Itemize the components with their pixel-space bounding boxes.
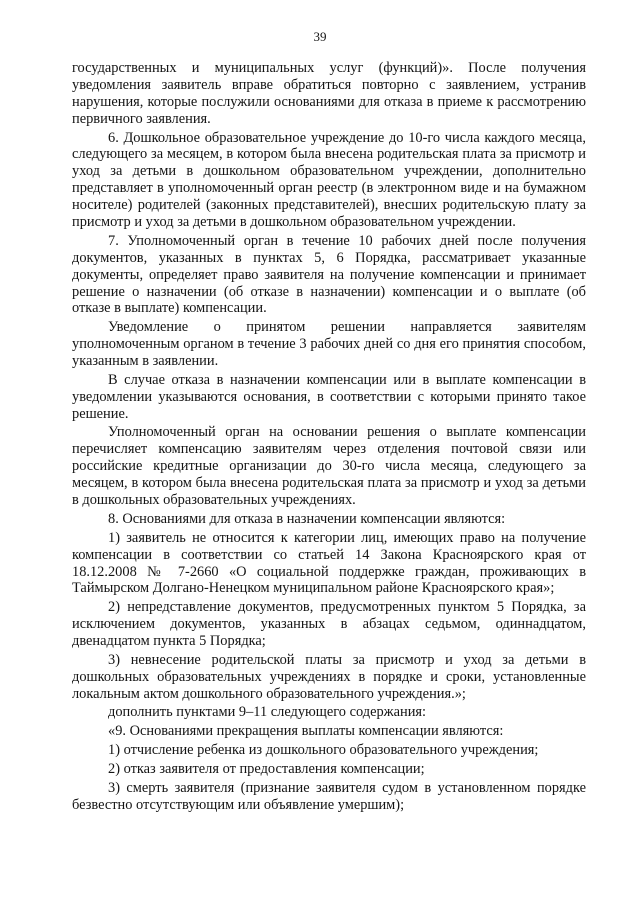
- paragraph-notification: Уведомление о принятом решении направляется заявителям уполномоченным органом в течение 3 рабочих дней со дня его принятия способом, указанным в заявлении.: [72, 319, 586, 370]
- paragraph-item-6: 6. Дошкольное образовательное учреждение до 10-го числа каждого месяца, следующего за месяцем, в котором была внесена родительская плата за присмотр и уход за детьми в дошкольном образовательном учреждении, дополнительно представляет в уполномоченный орган реестр (в электронном виде и на бумажном носителе) родителей (законных представителей), внесших родительскую плату за присмотр и уход за детьми в дошкольном образовательном учреждении.: [72, 129, 586, 231]
- paragraph-item-8-2: 2) непредставление документов, предусмотренных пунктом 5 Порядка, за исключением документов, указанных в абзацах седьмом, одиннадцатом, двенадцатом пункта 5 Порядка;: [72, 599, 586, 650]
- paragraph-item-9-3: 3) смерть заявителя (признание заявителя судом в установленном порядке безвестно отсутствующим или объявление умершим);: [72, 779, 586, 813]
- paragraph-item-9-1: 1) отчисление ребенка из дошкольного образовательного учреждения;: [108, 742, 539, 759]
- paragraph-transfer: Уполномоченный орган на основании решения о выплате компенсации перечисляет компенсацию заявителям через отделения почтовой связи или российские кредитные организации до 30-го числа месяца, следующего за месяцем, в котором была внесена родительская плата за присмотр и уход за детьми в дошкольных образовательных учреждениях.: [72, 424, 586, 509]
- paragraph-continuation: государственных и муниципальных услуг (функций)». После получения уведомления заявитель вправе обратиться повторно с заявлением, устранив нарушения, которые послужили основаниями для отказа в приеме к рассмотрению первичного заявления.: [72, 60, 586, 127]
- paragraph-item-8-1: 1) заявитель не относится к категории лиц, имеющих право на получение компенсации в соответствии со статьей 14 Закона Красноярского края от 18.12.2008 № 7-2660 «О социальной поддержке граждан, проживающих в Таймырском Долгано-Ненецком муниципальном районе Красноярского края»;: [72, 529, 586, 597]
- paragraph-item-8: 8. Основаниями для отказа в назначении компенсации являются:: [108, 510, 506, 527]
- paragraph-item-9-2: 2) отказ заявителя от предоставления компенсации;: [108, 760, 425, 777]
- document-body: [72, 60, 586, 815]
- paragraph-item-7: 7. Уполномоченный орган в течение 10 рабочих дней после получения документов, указанных в пунктах 5, 6 Порядка, рассматривает указанные документы, определяет право заявителя на получение компенсации и принимает решение о назначении (об отказе в назначении) компенсации и о выплате (об отказе в выплате) компенсации.: [72, 232, 586, 317]
- paragraph-amendment: дополнить пунктами 9–11 следующего содержания:: [108, 704, 427, 721]
- paragraph-item-8-3: 3) невнесение родительской платы за присмотр и уход за детьми в дошкольных образовательных учреждениях в порядке и сроки, установленные локальным актом дошкольного образовательного учреждения.»;: [72, 651, 586, 702]
- paragraph-item-9: «9. Основаниями прекращения выплаты компенсации являются:: [108, 723, 504, 740]
- paragraph-refusal-case: В случае отказа в назначении компенсации или в выплате компенсации в уведомлении указываются основания, в соответствии с которыми принято такое решение.: [72, 371, 586, 422]
- page-number: 39: [313, 29, 327, 44]
